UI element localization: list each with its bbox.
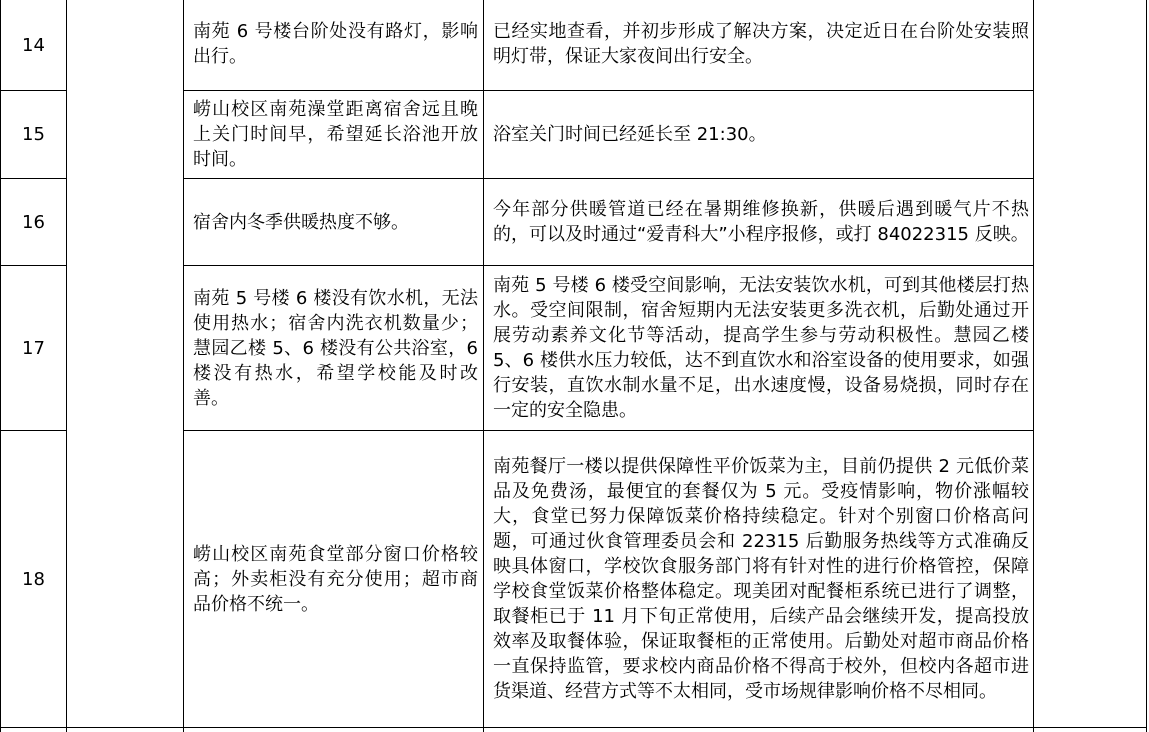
column-divider (483, 0, 484, 732)
reply-cell (493, 91, 1029, 178)
row-number (1, 179, 66, 265)
issue-cell (193, 13, 478, 75)
issue-text: 崂山校区南苑澡堂距离宿舍远且晚上关门时间早，希望延长浴池开放时间。 (193, 99, 478, 170)
issue-text: 南苑 5 号楼 6 楼没有饮水机，无法使用热水；宿舍内洗衣机数量少；慧园乙楼 5、6 楼没有公共浴室，6 楼没有热水，希望学校能及时改善。 (193, 287, 478, 409)
issue-cell (193, 91, 478, 178)
table-border-bottom (0, 727, 1147, 728)
column-divider (66, 0, 67, 732)
reply-cell (493, 179, 1029, 265)
issue-cell (193, 266, 478, 430)
issue-text: 南苑 6 号楼台阶处没有路灯，影响出行。 (193, 21, 478, 67)
issue-cell (193, 431, 478, 727)
reply-text: 已经实地查看，并初步形成了解决方案，决定近日在台阶处安装照明灯带，保证大家夜间出行安全。 (493, 21, 1029, 67)
reply-cell (493, 13, 1029, 75)
row-number-text: 14 (22, 34, 45, 56)
table-border-right (1146, 0, 1147, 732)
row-number-text: 15 (22, 124, 45, 145)
column-divider (183, 0, 184, 732)
row-number (1, 266, 66, 430)
row-number (1, 431, 66, 727)
reply-cell (493, 266, 1029, 430)
issue-text: 宿舍内冬季供暖热度不够。 (193, 211, 409, 233)
row-number-text: 18 (22, 568, 45, 590)
row-number (1, 0, 66, 90)
reply-text: 今年部分供暖管道已经在暑期维修换新，供暖后遇到暖气片不热的，可以及时通过“爱青科大”小程序报修，或打 84022315 反映。 (493, 199, 1029, 245)
row-number (1, 91, 66, 178)
issue-cell (193, 179, 478, 265)
row-number-text: 16 (22, 211, 45, 233)
column-divider (1033, 0, 1034, 732)
issue-text: 崂山校区南苑食堂部分窗口价格较高；外卖柜没有充分使用；超市商品价格不统一。 (193, 543, 478, 615)
reply-text: 南苑 5 号楼 6 楼受空间影响，无法安装饮水机，可到其他楼层打热水。受空间限制，宿舍短期内无法安装更多洗衣机，后勤处通过开展劳动素养文化节等活动，提高学生参与劳动积极性。慧园乙楼 5、6 楼供水压力较低，达不到直饮水和浴室设备的使用要求，如强行安装，直饮水制水量不足，出水速度慢，设备易烧损，同时存在一定的安全隐患。 (493, 275, 1029, 421)
reply-text: 南苑餐厅一楼以提供保障性平价饭菜为主，目前仍提供 2 元低价菜品及免费汤，最便宜的套餐仅为 5 元。受疫情影响，物价涨幅较大，食堂已努力保障饭菜价格持续稳定。针对个别窗口价格高问题，可通过伙食管理委员会和 22315 后勤服务热线等方式准确反映具体窗口，学校饮食服务部门将有针对性的进行价格管控，保障学校食堂饭菜价格整体稳定。现美团对配餐柜系统已进行了调整，取餐柜已于 11 月下旬正常使用，后续产品会继续开发，提高投放效率及取餐体验，保证取餐柜的正常使用。后勤处对超市商品价格一直保持监管，要求校内商品价格不得高于校外，但校内各超市进货渠道、经营方式等不太相同，受市场规律影响价格不尽相同。 (493, 456, 1029, 702)
reply-text: 浴室关门时间已经延长至 21:30。 (493, 124, 767, 145)
reply-cell (493, 431, 1029, 727)
row-number-text: 17 (22, 337, 45, 359)
